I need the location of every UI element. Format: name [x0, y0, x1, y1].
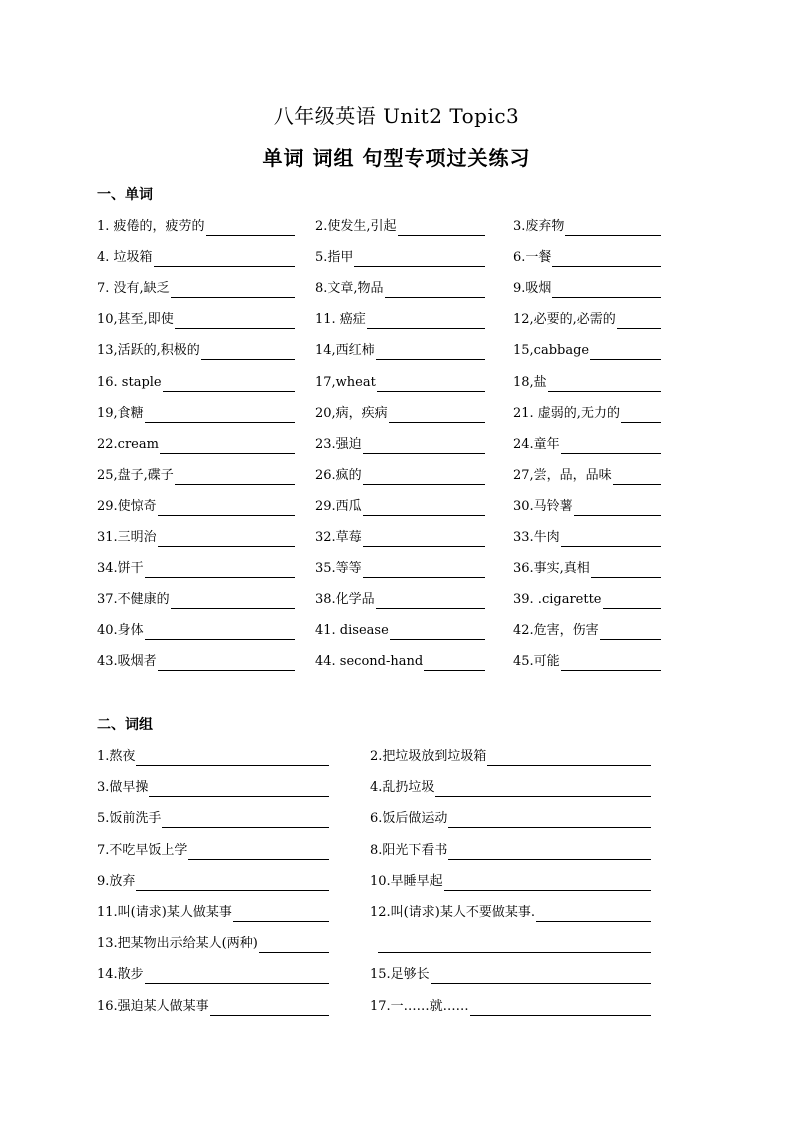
answer-blank[interactable] [552, 283, 661, 298]
answer-blank[interactable] [376, 594, 485, 609]
phrase-item-label: 3.做早操 [97, 780, 149, 796]
word-item [97, 527, 295, 547]
word-item [513, 496, 661, 516]
word-item-label: 32.草莓 [315, 530, 362, 545]
phrase-item [370, 840, 651, 860]
answer-blank[interactable] [145, 408, 295, 423]
word-item-label: 19,食糖 [97, 405, 144, 421]
answer-blank[interactable] [444, 876, 651, 891]
word-item-label: 4. 垃圾箱 [97, 250, 153, 266]
phrase-item-label: 1.熬夜 [97, 749, 136, 764]
answer-blank[interactable] [171, 594, 295, 609]
phrase-item-label: 4.乱扔垃圾 [370, 780, 435, 796]
answer-blank[interactable] [233, 907, 329, 922]
answer-blank[interactable] [367, 314, 485, 329]
word-item [97, 558, 295, 578]
section-words-heading: 一、单词 [97, 187, 153, 203]
answer-blank[interactable] [590, 345, 661, 360]
word-item [315, 434, 485, 454]
answer-blank[interactable] [149, 782, 329, 797]
phrase-item-label: 2.把垃圾放到垃圾箱 [370, 749, 487, 764]
word-item [513, 403, 661, 423]
answer-blank[interactable] [201, 345, 295, 360]
word-item-label: 8.文章,物品 [315, 281, 384, 297]
word-item [315, 309, 485, 329]
word-item-label: 25,盘子,碟子 [97, 467, 174, 483]
word-item [97, 403, 295, 423]
phrase-item [97, 964, 329, 984]
phrase-item [97, 933, 329, 953]
word-item-label: 17,wheat [315, 374, 376, 390]
word-item-label: 38.化学品 [315, 592, 375, 608]
word-item [315, 496, 485, 516]
answer-blank[interactable] [448, 845, 651, 860]
answer-blank[interactable] [548, 377, 661, 392]
phrase-item [97, 777, 329, 797]
word-item-label: 37.不健康的 [97, 592, 170, 608]
answer-blank[interactable] [536, 907, 651, 922]
answer-blank[interactable] [171, 283, 295, 298]
word-item-label: 15,cabbage [513, 343, 590, 359]
page-subtitle: 单词 词组 句型专项过关练习 [262, 146, 531, 170]
word-item-label: 3.废弃物 [513, 219, 565, 234]
answer-blank[interactable] [621, 408, 661, 423]
phrase-item-label: 9.放弃 [97, 873, 136, 889]
word-item-label: 10,甚至,即使 [97, 312, 174, 328]
phrase-item-label: 12.叫(请求)某人不要做某事. [370, 905, 535, 920]
word-item [513, 340, 661, 360]
word-item-label: 1. 疲倦的，疲劳的 [97, 219, 205, 234]
word-item [513, 309, 661, 329]
phrase-item [97, 996, 329, 1016]
answer-blank[interactable] [210, 1001, 329, 1016]
phrase-item [97, 871, 329, 891]
answer-blank[interactable] [363, 439, 485, 454]
phrase-item [370, 777, 651, 797]
answer-blank[interactable] [600, 625, 661, 640]
answer-blank[interactable] [565, 221, 661, 236]
word-item-label: 12,必要的,必需的 [513, 312, 616, 328]
answer-blank[interactable] [259, 938, 329, 953]
word-item [315, 527, 485, 547]
word-item-label: 20,病，疾病 [315, 405, 388, 421]
word-item-label: 9.吸烟 [513, 281, 552, 297]
word-item [315, 278, 485, 298]
phrase-item [97, 840, 329, 860]
word-item [513, 589, 661, 609]
word-item [513, 278, 661, 298]
answer-blank[interactable] [470, 1001, 651, 1016]
answer-blank[interactable] [431, 969, 651, 984]
word-item [97, 372, 295, 392]
word-item [97, 465, 295, 485]
word-item-label: 16. staple [97, 374, 162, 390]
answer-blank[interactable] [145, 625, 295, 640]
word-item-label: 21. 虚弱的,无力的 [513, 405, 620, 421]
phrase-item [370, 902, 651, 922]
section-phrases-heading: 二、词组 [97, 717, 153, 733]
word-item [315, 247, 485, 267]
answer-blank[interactable] [136, 751, 329, 766]
answer-blank[interactable] [145, 969, 329, 984]
word-item [513, 651, 661, 671]
word-item-label: 29.使惊奇 [97, 498, 157, 514]
answer-blank[interactable] [448, 813, 651, 828]
answer-blank[interactable] [158, 656, 295, 671]
answer-blank[interactable] [390, 625, 485, 640]
word-item-label: 13,活跃的,积极的 [97, 343, 200, 359]
word-item [513, 465, 661, 485]
word-item [315, 372, 485, 392]
phrase-item-label: 11.叫(请求)某人做某事 [97, 905, 232, 920]
word-item [513, 558, 661, 578]
answer-blank[interactable] [552, 252, 661, 267]
phrase-item [97, 746, 329, 766]
word-item [97, 589, 295, 609]
answer-blank[interactable] [363, 470, 485, 485]
answer-blank[interactable] [162, 813, 329, 828]
word-item-label: 39. .cigarette [513, 592, 602, 608]
phrase-item-label: 17.一……就…… [370, 998, 469, 1014]
word-item-label: 11. 癌症 [315, 312, 366, 328]
answer-blank[interactable] [175, 470, 295, 485]
word-item-label: 35.等等 [315, 561, 362, 577]
word-item [513, 434, 661, 454]
answer-blank[interactable] [160, 439, 295, 454]
word-item-label: 7. 没有,缺乏 [97, 281, 170, 297]
word-item-label: 42.危害，伤害 [513, 623, 599, 639]
word-item-label: 5.指甲 [315, 250, 354, 266]
word-item [315, 403, 485, 423]
word-item-label: 27,尝，品，品味 [513, 467, 612, 483]
answer-blank[interactable] [376, 345, 485, 360]
answer-blank[interactable] [158, 501, 295, 516]
word-item [315, 340, 485, 360]
word-item [97, 216, 295, 236]
word-item-label: 40.身体 [97, 623, 144, 639]
answer-blank[interactable] [363, 532, 485, 547]
word-item [97, 620, 295, 640]
phrase-item-label: 6.饭后做运动 [370, 811, 448, 827]
word-item-label: 22.cream [97, 436, 159, 452]
word-item-label: 29.西瓜 [315, 498, 362, 514]
phrase-item-label: 14.散步 [97, 967, 144, 983]
phrase-item [370, 746, 651, 766]
answer-blank[interactable] [354, 252, 485, 267]
page-title: 八年级英语 Unit2 Topic3 [273, 104, 520, 128]
phrase-item [370, 808, 651, 828]
answer-blank[interactable] [561, 532, 661, 547]
answer-blank[interactable] [154, 252, 295, 267]
answer-blank[interactable] [378, 938, 651, 953]
answer-blank[interactable] [424, 656, 485, 671]
word-item [97, 247, 295, 267]
answer-blank[interactable] [206, 221, 295, 236]
word-item [513, 247, 661, 267]
word-item-label: 23.强迫 [315, 436, 362, 452]
answer-blank[interactable] [385, 283, 485, 298]
phrase-item [97, 902, 329, 922]
word-item [315, 651, 485, 671]
answer-blank[interactable] [487, 751, 651, 766]
phrase-item-label: 7.不吃早饭上学 [97, 842, 188, 858]
word-item [513, 216, 661, 236]
answer-blank[interactable] [188, 845, 329, 860]
answer-blank[interactable] [603, 594, 662, 609]
word-item [315, 558, 485, 578]
word-item-label: 14,西红柿 [315, 343, 375, 359]
word-item [513, 372, 661, 392]
answer-blank[interactable] [377, 377, 485, 392]
word-item [513, 527, 661, 547]
answer-blank[interactable] [136, 876, 329, 891]
phrase-item-label: 15.足够长 [370, 967, 430, 983]
word-item [315, 216, 485, 236]
word-item-label: 18,盐 [513, 374, 547, 390]
phrase-item [370, 996, 651, 1016]
phrase-item [370, 871, 651, 891]
answer-blank[interactable] [398, 221, 485, 236]
word-item [97, 340, 295, 360]
word-item-label: 6.一餐 [513, 250, 552, 266]
answer-blank[interactable] [175, 314, 295, 329]
phrase-item-label: 16.强迫某人做某事 [97, 998, 209, 1014]
phrase-item-label: 13.把某物出示给某人(两种) [97, 936, 258, 952]
word-item-label: 36.事实,真相 [513, 561, 590, 577]
word-item [315, 620, 485, 640]
answer-blank[interactable] [574, 501, 661, 516]
answer-blank[interactable] [561, 439, 661, 454]
word-item-label: 43.吸烟者 [97, 654, 157, 670]
answer-blank[interactable] [617, 314, 661, 329]
word-item [97, 651, 295, 671]
word-item-label: 24.童年 [513, 436, 560, 452]
phrase-item [370, 964, 651, 984]
answer-blank[interactable] [613, 470, 661, 485]
word-item-label: 41. disease [315, 623, 389, 639]
answer-blank[interactable] [363, 501, 485, 516]
word-item [97, 278, 295, 298]
phrase-item [97, 808, 329, 828]
word-item-label: 26.疯的 [315, 467, 362, 483]
phrase-item-label: 8.阳光下看书 [370, 842, 448, 858]
word-item [315, 589, 485, 609]
answer-blank[interactable] [591, 563, 661, 578]
word-item-label: 2.使发生,引起 [315, 219, 397, 234]
word-item-label: 30.马铃薯 [513, 498, 573, 514]
word-item-label: 45.可能 [513, 654, 560, 670]
word-item-label: 34.饼干 [97, 561, 144, 577]
answer-blank[interactable] [158, 532, 295, 547]
word-item [513, 620, 661, 640]
word-item [97, 434, 295, 454]
answer-blank[interactable] [435, 782, 651, 797]
phrase-item [378, 933, 651, 953]
word-item [97, 309, 295, 329]
phrase-item-label: 5.饭前洗手 [97, 811, 162, 827]
answer-blank[interactable] [145, 563, 295, 578]
word-item [315, 465, 485, 485]
word-item [97, 496, 295, 516]
word-item-label: 31.三明治 [97, 530, 157, 545]
word-item-label: 33.牛肉 [513, 530, 560, 545]
phrase-item-label: 10.早睡早起 [370, 873, 443, 889]
word-item-label: 44. second-hand [315, 654, 424, 670]
answer-blank[interactable] [389, 408, 485, 423]
answer-blank[interactable] [163, 377, 295, 392]
answer-blank[interactable] [363, 563, 485, 578]
answer-blank[interactable] [561, 656, 661, 671]
